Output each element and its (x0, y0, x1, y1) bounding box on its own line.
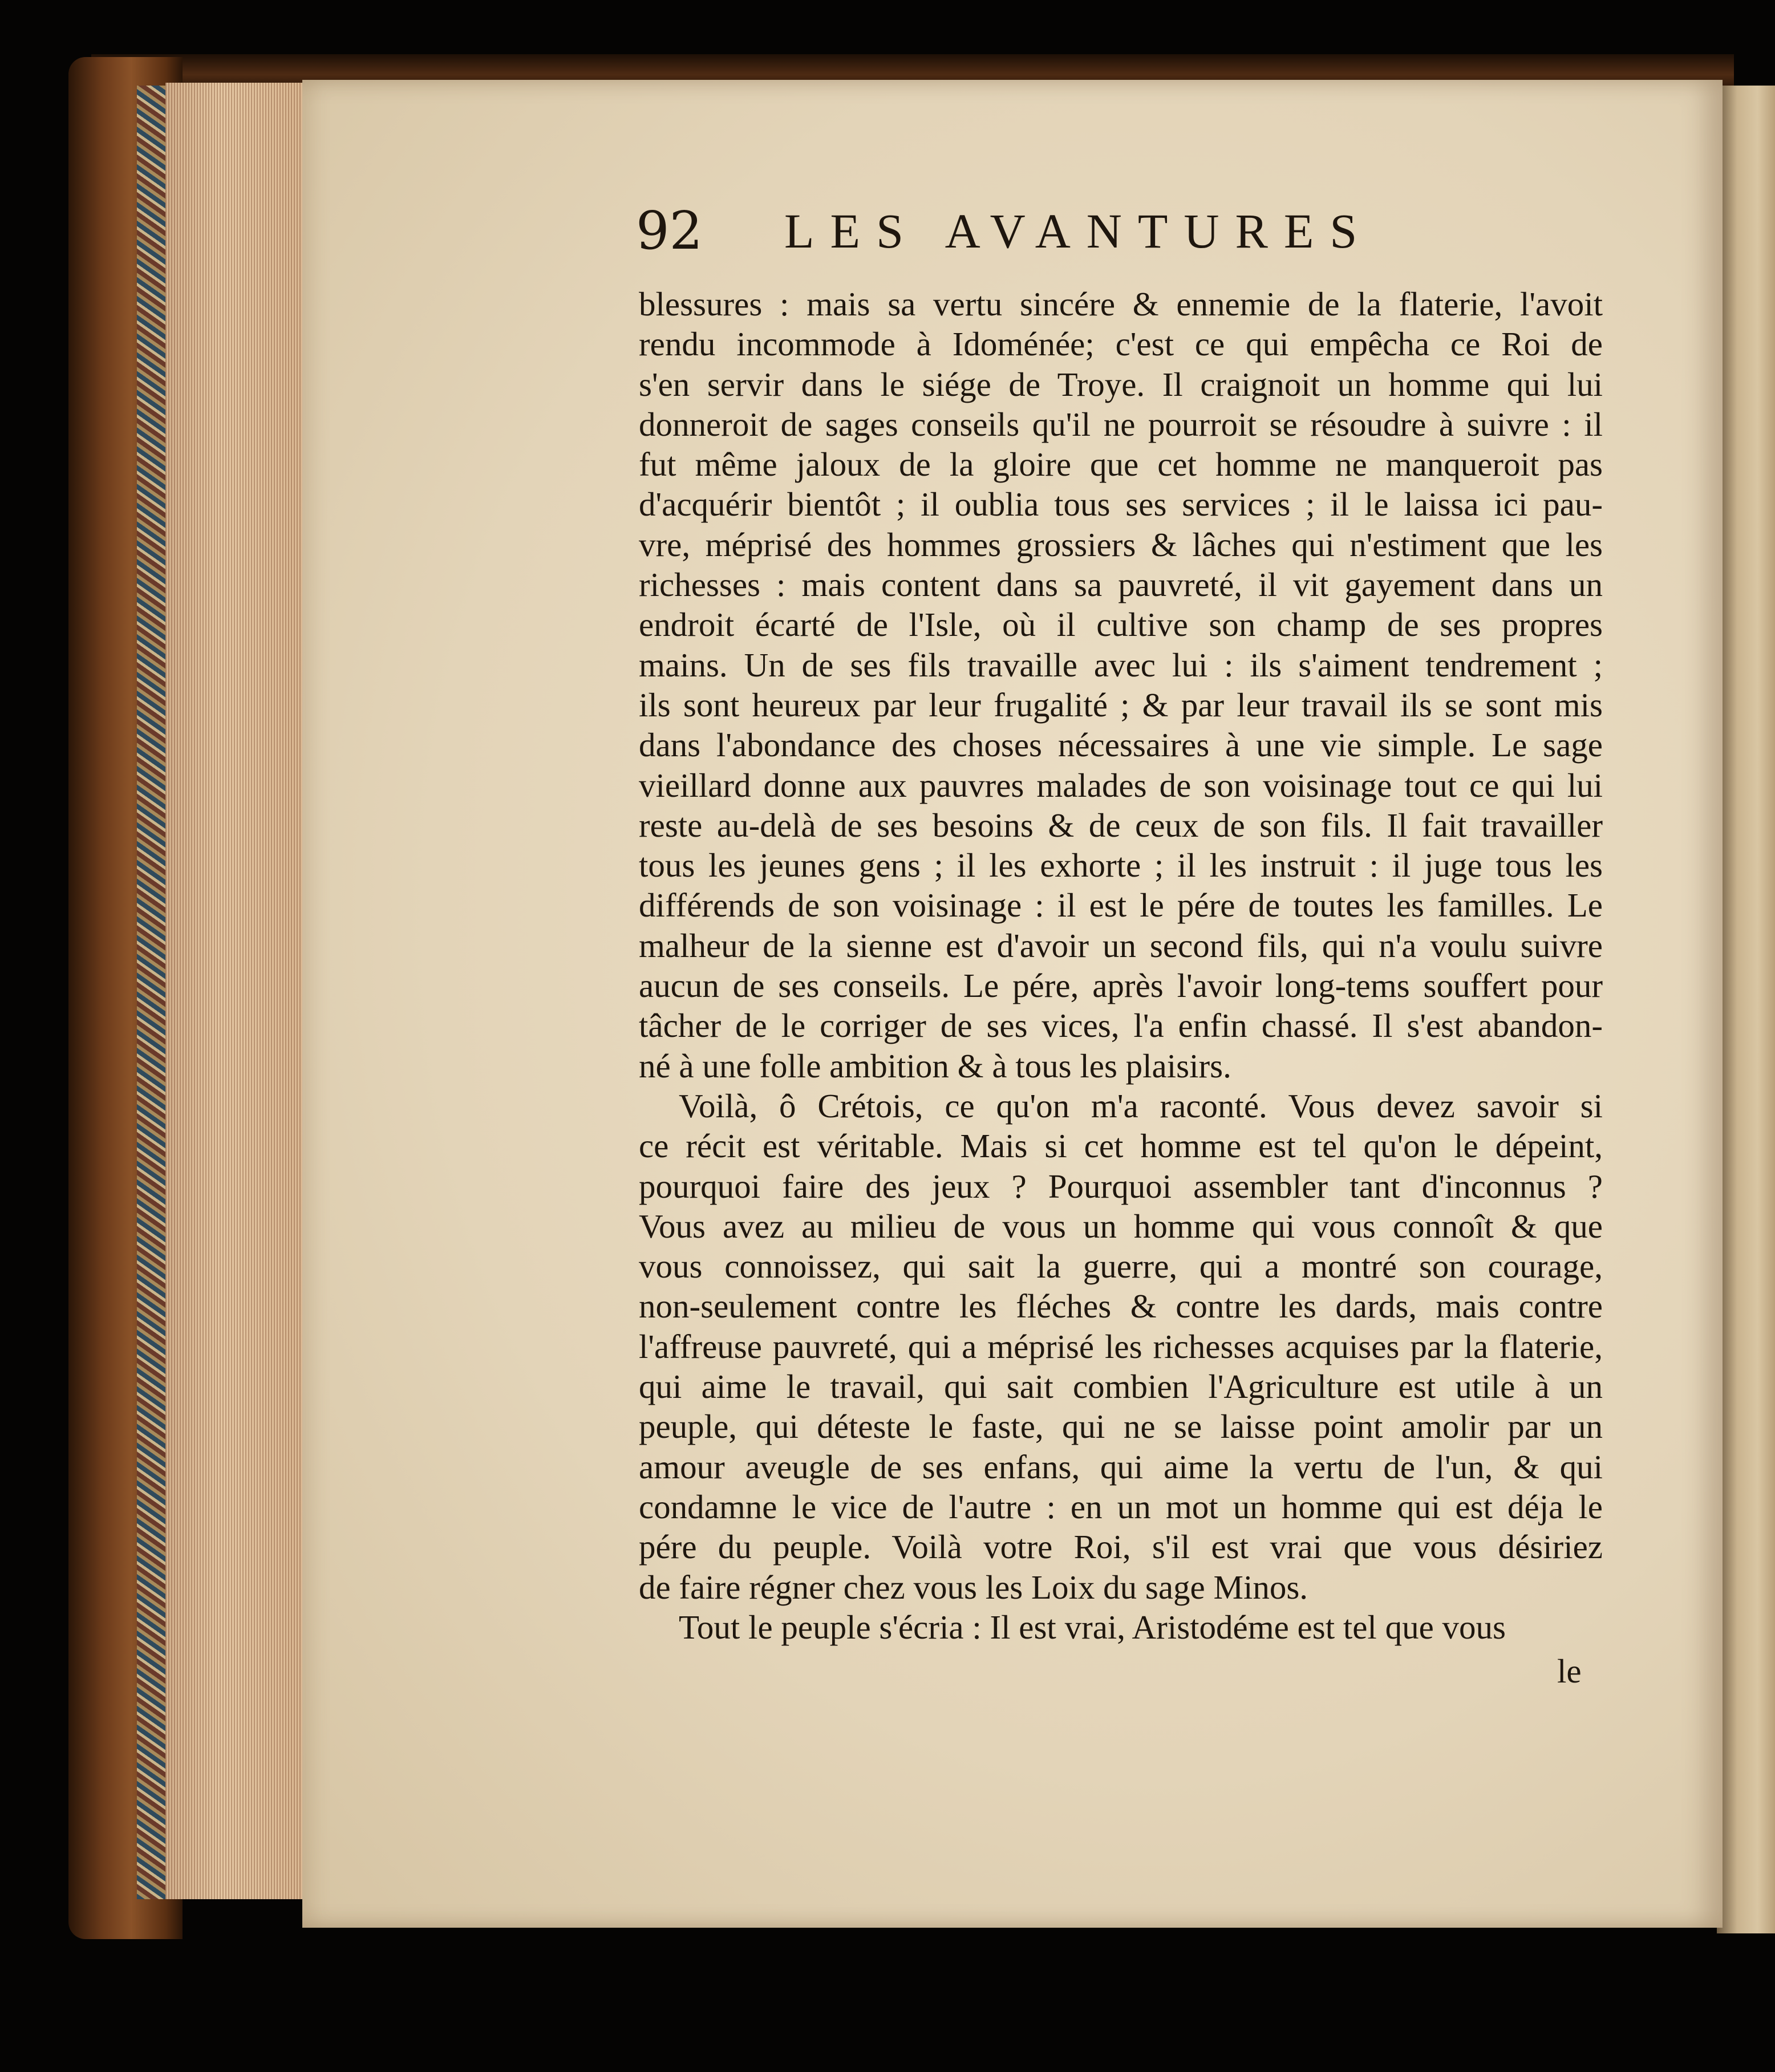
text-line: l'affreuse pauvreté, qui a méprisé les richesses acquises par la flaterie, (639, 1327, 1603, 1365)
text-line: ils sont heureux par leur frugalité ; & par leur travail ils se sont mis (639, 686, 1603, 724)
text-line: vieillard donne aux pauvres malades de son voisinage tout ce qui lui (639, 766, 1603, 804)
facing-page-edge (1717, 86, 1775, 1933)
text-line: non-seulement contre les fléches & contre les dards, mais contre (639, 1287, 1603, 1325)
text-line: tous les jeunes gens ; il les exhorte ; il les instruit : il juge tous les (639, 846, 1603, 885)
text-line: vous connoissez, qui sait la guerre, qui a montré son courage, (639, 1247, 1603, 1286)
page-number: 92 (636, 200, 703, 261)
paragraph (639, 284, 1603, 1086)
text-line: pére du peuple. Voilà votre Roi, s'il est vrai que vous désiriez (639, 1528, 1603, 1566)
text-line: ce récit est véritable. Mais si cet homme est tel qu'on le dépeint, (639, 1127, 1603, 1165)
page-fore-edge (165, 83, 308, 1899)
text-line: Voilà, ô Crétois, ce qu'on m'a raconté. Vous devez savoir si (679, 1086, 1603, 1125)
text-line: richesses : mais content dans sa pauvreté, il vit gayement dans un (639, 566, 1603, 604)
text-line: blessures : mais sa vertu sincére & ennemie de la flaterie, l'avoit (639, 285, 1603, 323)
text-line: dans l'abondance des choses nécessaires à une vie simple. Le sage (639, 726, 1603, 764)
text-line: vre, méprisé des hommes grossiers & lâches qui n'estiment que les (639, 525, 1603, 563)
text-line: mains. Un de ses fils travaille avec lui : ils s'aiment tendrement ; (639, 646, 1603, 684)
text-line: Vous avez au milieu de vous un homme qui vous connoît & que (639, 1207, 1603, 1245)
text-line: qui aime le travail, qui sait combien l'Agriculture est utile à un (639, 1368, 1603, 1406)
paragraph (639, 1086, 1603, 1607)
text-block (639, 284, 1603, 1647)
text-line: différends de son voisinage : il est le pére de toutes les familles. Le (639, 886, 1603, 925)
text-line: tâcher de le corriger de ses vices, l'a enfin chassé. Il s'est abandon- (639, 1007, 1603, 1045)
text-line: fut même jaloux de la gloire que cet homme ne manqueroit pas (639, 445, 1603, 484)
text-line: endroit écarté de l'Isle, où il cultive son champ de ses propres (639, 606, 1603, 644)
running-title: LES AVANTURES (784, 204, 1373, 258)
running-head (636, 200, 1480, 262)
text-line: d'acquérir bientôt ; il oublia tous ses services ; il le laissa ici pau- (639, 485, 1603, 524)
text-line: s'en servir dans le siége de Troye. Il craignoit un homme qui lui (639, 365, 1603, 403)
text-line: né à une folle ambition & à tous les plaisirs. (639, 1047, 1231, 1085)
paragraph (639, 1607, 1603, 1647)
text-line: rendu incommode à Idoménée; c'est ce qui empêcha ce Roi de (639, 325, 1603, 363)
text-line: amour aveugle de ses enfans, qui aime la vertu de l'un, & qui (639, 1447, 1603, 1486)
text-line: peuple, qui déteste le faste, qui ne se laisse point amolir par un (639, 1408, 1603, 1446)
text-line: condamne le vice de l'autre : en un mot un homme qui est déja le (639, 1487, 1603, 1526)
text-line: aucun de ses conseils. Le pére, après l'avoir long-tems souffert pour (639, 967, 1603, 1005)
text-line: pourquoi faire des jeux ? Pourquoi assembler tant d'inconnus ? (639, 1167, 1603, 1205)
text-line: donneroit de sages conseils qu'il ne pourroit se résoudre à suivre : il (639, 405, 1603, 443)
text-line: reste au-delà de ses besoins & de ceux de son fils. Il fait travailler (639, 806, 1603, 844)
text-line: de faire régner chez vous les Loix du sage Minos. (639, 1568, 1308, 1606)
text-line: Tout le peuple s'écria : Il est vrai, Aristodéme est tel que vous (679, 1608, 1506, 1646)
text-line: malheur de la sienne est d'avoir un second fils, qui n'a voulu suivre (639, 926, 1603, 964)
catchword: le (1557, 1652, 1582, 1690)
